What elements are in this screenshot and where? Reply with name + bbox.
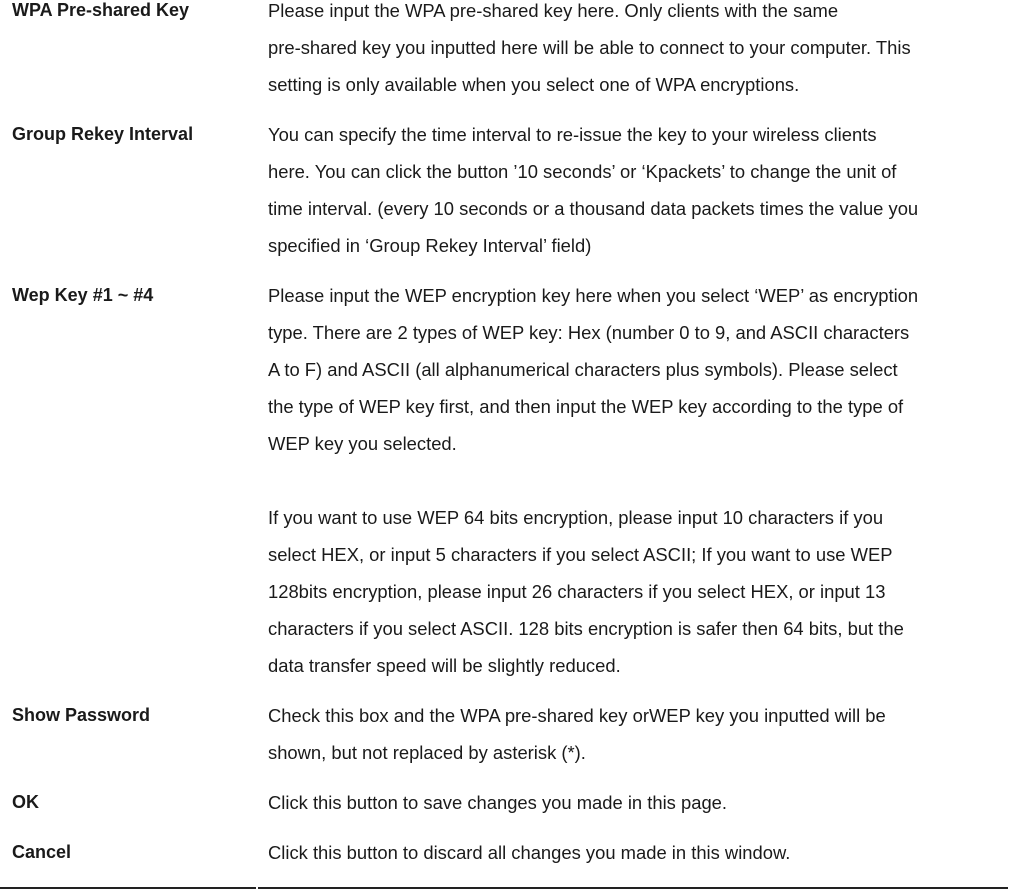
description-line: characters if you select ASCII. 128 bits encryption is safer then 64 bits, but the — [268, 618, 904, 639]
term-label: Group Rekey Interval — [12, 124, 194, 144]
table-row — [0, 116, 1012, 264]
table-row — [0, 784, 1012, 821]
description-line: specified in ‘Group Rekey Interval’ field) — [268, 235, 592, 256]
term-description — [256, 697, 886, 771]
description-line: time interval. (every 10 seconds or a thousand data packets times the value you — [268, 198, 919, 219]
term-label: OK — [12, 792, 39, 812]
table-row — [0, 834, 1012, 871]
description-line: type. There are 2 types of WEP key: Hex (number 0 to 9, and ASCII characters — [268, 322, 910, 343]
description-line: the type of WEP key first, and then input the WEP key according to the type of — [268, 396, 904, 417]
description-line: Click this button to discard all changes you made in this window. — [268, 842, 791, 863]
term-description — [256, 834, 790, 871]
description-line: Please input the WPA pre-shared key here. Only clients with the same — [268, 0, 839, 21]
term-label: WPA Pre-shared Key — [12, 0, 190, 20]
description-line: A to F) and ASCII (all alphanumerical characters plus symbols). Please select — [268, 359, 898, 380]
description-line: shown, but not replaced by asterisk (*). — [268, 742, 586, 763]
table-row — [0, 277, 1012, 684]
description-line: select HEX, or input 5 characters if you select ASCII; If you want to use WEP — [268, 544, 893, 565]
term-label: Wep Key #1 ~ #4 — [12, 285, 154, 305]
term-description — [256, 784, 727, 821]
term-description — [256, 0, 911, 103]
table-bottom-rule-left — [0, 887, 256, 889]
description-line: Please input the WEP encryption key here when you select ‘WEP’ as encryption — [268, 285, 919, 306]
description-line: WEP key you selected. — [268, 433, 457, 454]
description-line: Click this button to save changes you made in this page. — [268, 792, 728, 813]
term-description — [256, 116, 918, 264]
description-line: pre-shared key you inputted here will be able to connect to your computer. This — [268, 37, 911, 58]
description-line: You can specify the time interval to re-issue the key to your wireless clients — [268, 124, 877, 145]
description-line — [268, 462, 918, 499]
description-line: setting is only available when you select one of WPA encryptions. — [268, 74, 800, 95]
table-row — [0, 0, 1012, 103]
table-row — [0, 697, 1012, 771]
description-line: If you want to use WEP 64 bits encryption, please input 10 characters if you — [268, 507, 884, 528]
description-line: data transfer speed will be slightly reduced. — [268, 655, 621, 676]
description-line: Check this box and the WPA pre-shared key orWEP key you inputted will be — [268, 705, 886, 726]
description-line: 128bits encryption, please input 26 characters if you select HEX, or input 13 — [268, 581, 886, 602]
term-label: Show Password — [12, 705, 151, 725]
term-label: Cancel — [12, 842, 72, 862]
term-description — [256, 277, 918, 684]
table-bottom-rule-right — [258, 887, 1008, 889]
description-line: here. You can click the button ’10 seconds’ or ‘Kpackets’ to change the unit of — [268, 161, 897, 182]
